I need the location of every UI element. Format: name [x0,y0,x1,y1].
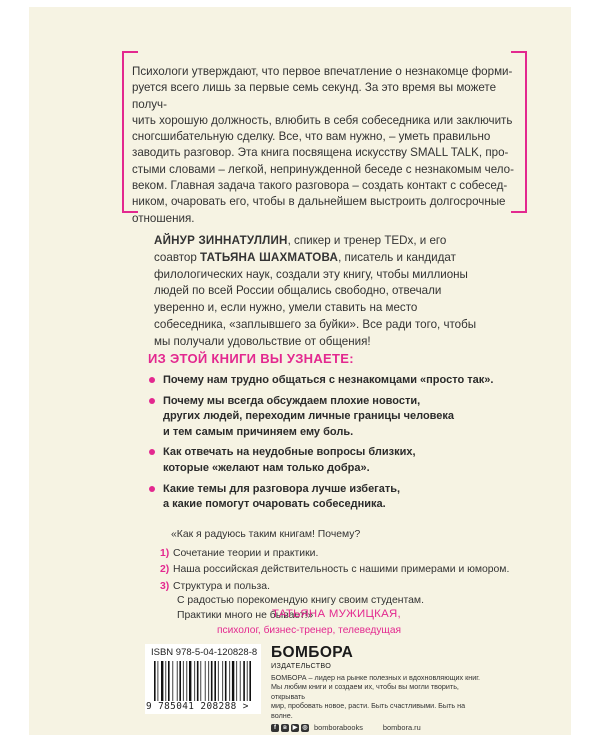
quote-number: 3) [160,581,170,592]
publisher-description-line: мир, пробовать новое, расти. Быть счастливыми. Быть на волне. [271,701,466,720]
barcode-bar [161,661,163,701]
bullet-icon [149,377,155,383]
list-item-line: которые «желают нам только добра». [163,461,370,474]
barcode-bar [208,661,209,701]
barcode-bar [154,661,156,701]
barcode-bar [172,661,173,701]
instagram-icon[interactable]: ◎ [302,725,308,732]
quote-author-role: психолог, бизнес-тренер, телеведущая [217,625,401,636]
quote-item-text: Структура и польза. [173,581,270,592]
social-handle[interactable]: bomborabooks [314,723,363,733]
publisher-social-row [271,723,486,732]
publisher-description-line: БОМБОРА – лидер на рынке полезных и вдохновляющих книг. [271,673,480,682]
barcode-bar [194,661,195,701]
quote-number: 2) [160,564,170,575]
list-item-line: и тем самым причиняем ему боль. [163,425,354,438]
barcode-bar [205,661,206,701]
quote-item-text: Наша российская действительность с нашими примерами и юмором. [173,564,510,575]
barcode-bar [249,661,251,701]
intro-line: сногсшибательную сделку. Все, что вам нужно, – уметь правильно [132,130,491,144]
list-item [147,482,507,513]
bullet-icon [149,449,155,455]
intro-line: отношения. [132,211,195,225]
barcode-bar [243,661,245,701]
publisher-block [271,645,486,732]
facebook-icon[interactable]: f [271,724,279,732]
vk-icon[interactable]: в [281,724,289,732]
barcode-bar [247,661,248,701]
quote-number: 1) [160,548,170,559]
barcode-bar [232,661,234,701]
barcode-bar [240,661,241,701]
learn-list [147,373,507,518]
author-text: , спикер и тренер TEDx, и его соавтор [154,234,447,264]
book-back-cover [29,7,571,735]
barcode-bar [197,661,199,701]
list-item-line: Почему мы всегда обсуждаем плохие новости, [163,394,421,407]
quote-item [160,547,318,560]
author-name: ТАТЬЯНА ШАХМАТОВА [200,250,339,264]
barcode-bar [211,661,213,701]
learn-heading: ИЗ ЭТОЙ КНИГИ ВЫ УЗНАЕТЕ: [148,351,354,366]
quote-author: ТАТЬЯНА МУЖИЦКАЯ, [272,608,401,620]
barcode-bar [177,661,178,701]
list-item [147,445,507,476]
barcode-bar [200,661,201,701]
quote-intro: «Как я радуюсь таким книгам! Почему? [171,529,361,540]
authors-paragraph [154,233,489,351]
barcode-bar [179,661,181,701]
barcode-bar [222,661,223,701]
barcode-bar [236,661,237,701]
barcode-bar [229,661,230,701]
publisher-website[interactable]: bombora.ru [382,723,421,733]
quote-item [160,580,270,593]
list-item [147,373,507,389]
youtube-icon[interactable]: ▶ [292,725,298,732]
barcode-bar [214,661,216,701]
publisher-sublogo: ИЗДАТЕЛЬСТВО [271,661,332,670]
list-item-line: других людей, переходим личные границы человека [163,410,455,423]
intro-line: Психологи утверждают, что первое впечатление о незнакомце форми- [132,65,513,78]
barcode-bar [225,661,227,701]
quote-item-text: Сочетание теории и практики. [173,548,319,559]
intro-line: ником, очаровать его, чтобы в дальнейшем выстроить долгосрочные [132,195,506,209]
bullet-icon [149,398,155,404]
bullet-icon [149,486,155,492]
barcode-number: 9 785041 208288 > [146,701,249,712]
intro-line: чить хорошую должность, влюбить в себя собеседника или заключить [132,113,513,127]
intro-line: стыми словами – легкой, непринужденной беседе с незнакомым чело- [132,162,514,176]
quote-continuation: Практики много не бывает!» [177,610,314,621]
barcode-bar [189,661,191,701]
list-item-line: Почему нам трудно общаться с незнакомцами «просто так». [163,374,494,386]
intro-line: руется всего лишь за первые семь секунд. За это время вы можете получ- [132,81,497,111]
author-text: , писатель и кандидат филологических наук, создали эту книгу, чтобы миллионы людей по всей России общались свободно, отвечали уверенно и, если нужно, умели ставить на место собеседника, «заплывшего за буйки». Все ради того, чтобы мы получали удовольствие от общения! [154,250,477,348]
barcode-bar [186,661,187,701]
publisher-logo: БОМБОРА [271,644,354,661]
list-item-line: Как отвечать на неудобные вопросы близких, [163,446,416,459]
barcode-bar [183,661,184,701]
publisher-description [271,673,486,720]
intro-text [132,64,520,227]
barcode-bar [218,661,219,701]
isbn-panel [145,644,261,714]
intro-line: веком. Главная задача такого разговора – создать контакт с собесед- [132,179,508,193]
list-item [147,394,507,441]
barcode [154,661,252,701]
quote-item [160,563,509,576]
intro-box [122,51,527,225]
barcode-bar [165,661,166,701]
barcode-bar [158,661,159,701]
quote-continuation: С радостью порекомендую книгу своим студентам. [177,595,424,606]
intro-line: заводить разговор. Эта книга посвящена искусству SMALL TALK, про- [132,146,509,160]
barcode-bar [168,661,170,701]
isbn-label: ISBN 978-5-04-120828-8 [151,647,258,658]
list-item-line: а какие помогут очаровать собеседника. [163,498,386,511]
author-name: АЙНУР ЗИННАТУЛЛИН [154,234,288,247]
publisher-description-line: Мы любим книги и создаем их, чтобы вы могли творить, открывать [271,682,459,701]
list-item-line: Какие темы для разговора лучше избегать, [163,482,401,495]
